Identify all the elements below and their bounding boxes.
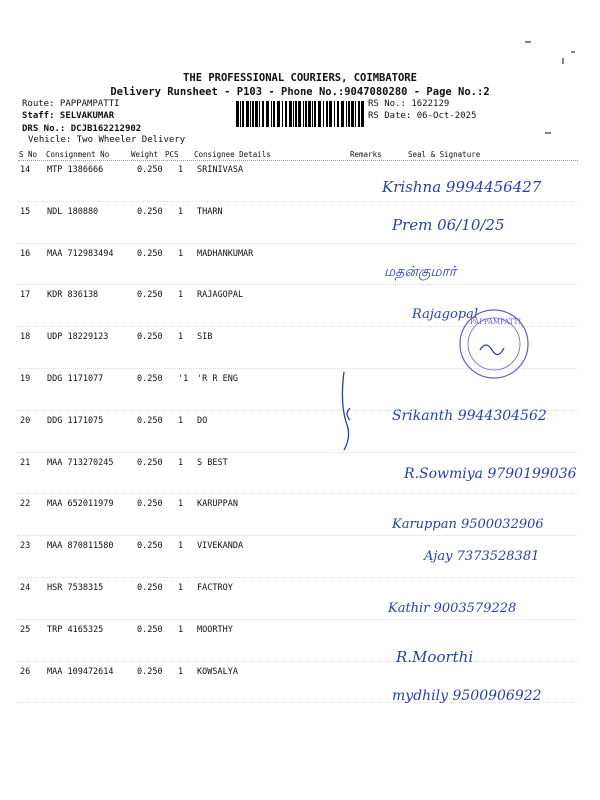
company-title: THE PROFESSIONAL COURIERS, COIMBATORE bbox=[183, 72, 417, 84]
cell-pcs: 1 bbox=[178, 415, 184, 426]
cell-sno: 21 bbox=[20, 457, 31, 468]
cell-pcs: 1 bbox=[178, 290, 184, 301]
cell-consignee: MADHANKUMAR bbox=[197, 248, 254, 259]
cell-pcs: 1 bbox=[178, 332, 184, 343]
signature-16: மதன்குமார் bbox=[384, 264, 457, 280]
vehicle-label: Vehicle: Two Wheeler Delivery bbox=[28, 135, 186, 145]
signature-24: Kathir 9003579228 bbox=[388, 601, 517, 616]
cell-consignment: DDG 1171075 bbox=[47, 415, 104, 426]
cell-consignment: HSR 7538315 bbox=[47, 583, 104, 593]
cell-consignment: NDL 180880 bbox=[47, 206, 99, 217]
rs-date: RS Date: 06-Oct-2025 bbox=[368, 111, 477, 121]
signature-26: mydhily 9500906922 bbox=[392, 688, 542, 704]
cell-sno: 23 bbox=[20, 541, 31, 552]
cell-consignee: SIB bbox=[197, 332, 213, 343]
staff-label: Staff: SELVAKUMAR bbox=[22, 111, 115, 121]
cell-consignment: TRP 4165325 bbox=[47, 624, 104, 635]
cell-consignment: DDG 1171077 bbox=[47, 374, 104, 384]
cell-pcs: 1 bbox=[178, 583, 184, 593]
cell-consignment: UDP 18229123 bbox=[47, 332, 109, 343]
cell-sno: 18 bbox=[20, 332, 31, 343]
cell-pcs: 1 bbox=[178, 165, 184, 175]
cell-consignee: THARN bbox=[197, 206, 223, 217]
cell-weight: 0.250 bbox=[137, 290, 163, 301]
col-pcs: PCS bbox=[165, 150, 179, 159]
cell-weight: 0.250 bbox=[137, 415, 163, 426]
cell-sno: 17 bbox=[20, 290, 31, 301]
signature-20: Srikanth 9944304562 bbox=[392, 408, 547, 424]
cell-pcs: 1 bbox=[178, 541, 184, 552]
cell-weight: 0.250 bbox=[137, 206, 163, 217]
cell-consignment: MAA 870811580 bbox=[47, 541, 114, 552]
col-consignment: Consignment No bbox=[46, 150, 110, 159]
cell-sno: 16 bbox=[20, 248, 31, 259]
cell-consignee: KOWSALYA bbox=[197, 666, 238, 677]
runsheet-subtitle: Delivery Runsheet - P103 - Phone No.:9047080280 - Page No.:2 bbox=[110, 86, 490, 98]
col-consignee: Consignee Details bbox=[194, 150, 271, 159]
cell-sno: 20 bbox=[20, 415, 31, 426]
stamp-text: PAPPAMPATTI bbox=[470, 318, 522, 326]
cell-weight: 0.250 bbox=[137, 666, 163, 677]
cell-consignment: MAA 109472614 bbox=[47, 666, 114, 677]
cell-consignee: KARUPPAN bbox=[197, 499, 238, 510]
cell-consignee: 'R R ENG bbox=[197, 374, 238, 384]
cell-consignee: SRINIVASA bbox=[197, 165, 244, 175]
cell-sno: 19 bbox=[20, 374, 31, 384]
col-weight: Weight bbox=[131, 150, 159, 159]
drs-label: DRS No.: DCJB162212902 bbox=[22, 124, 142, 134]
col-seal-signature: Seal & Signature bbox=[408, 150, 481, 159]
rs-number: RS No.: 1622129 bbox=[368, 99, 450, 109]
route-label: Route: PAPPAMPATTI bbox=[22, 99, 120, 109]
cell-sno: 22 bbox=[20, 499, 31, 510]
signature-14: Krishna 9994456427 bbox=[382, 178, 542, 196]
cell-consignee: MOORTHY bbox=[197, 624, 233, 635]
cell-weight: 0.250 bbox=[137, 332, 163, 343]
cell-weight: 0.250 bbox=[137, 248, 163, 259]
cell-consignee: DO bbox=[197, 415, 208, 426]
cell-weight: 0.250 bbox=[137, 374, 163, 384]
cell-pcs: 1 bbox=[178, 206, 184, 217]
signature-15: Prem 06/10/25 bbox=[392, 216, 505, 234]
cell-consignee: S BEST bbox=[197, 457, 228, 468]
cell-weight: 0.250 bbox=[137, 624, 163, 635]
signature-22: Karuppan 9500032906 bbox=[392, 517, 544, 532]
cell-consignment: MAA 712983494 bbox=[47, 248, 114, 259]
cell-pcs: 1 bbox=[178, 666, 184, 677]
cell-weight: 0.250 bbox=[137, 541, 163, 552]
cell-pcs: 1 bbox=[178, 624, 184, 635]
cell-consignment: MAA 713270245 bbox=[47, 457, 114, 468]
signature-23: Ajay 7373528381 bbox=[424, 549, 540, 564]
cell-consignee: VIVEKANDA bbox=[197, 541, 244, 552]
signature-17: Rajagopal bbox=[412, 307, 478, 322]
cell-pcs: 1 bbox=[178, 248, 184, 259]
cell-consignee: FACTROY bbox=[197, 583, 233, 593]
cell-consignment: MAA 652011979 bbox=[47, 499, 114, 510]
col-sno: S No bbox=[19, 150, 38, 159]
cell-weight: 0.250 bbox=[137, 457, 163, 468]
cell-pcs: '1 bbox=[178, 374, 189, 384]
cell-sno: 24 bbox=[20, 583, 31, 593]
cell-weight: 0.250 bbox=[137, 583, 163, 593]
cell-consignment: MTP 1386666 bbox=[47, 165, 104, 175]
cell-consignee: RAJAGOPAL bbox=[197, 290, 244, 301]
cell-sno: 14 bbox=[20, 165, 31, 175]
signature-21: R.Sowmiya 9790199036 bbox=[404, 466, 577, 482]
cell-pcs: 1 bbox=[178, 499, 184, 510]
cell-weight: 0.250 bbox=[137, 165, 163, 175]
cell-pcs: 1 bbox=[178, 457, 184, 468]
col-remarks: Remarks bbox=[350, 150, 382, 159]
cell-sno: 25 bbox=[20, 624, 31, 635]
cell-consignment: KDR 836138 bbox=[47, 290, 99, 301]
signature-25: R.Moorthi bbox=[396, 648, 474, 666]
cell-weight: 0.250 bbox=[137, 499, 163, 510]
cell-sno: 26 bbox=[20, 666, 31, 677]
cell-sno: 15 bbox=[20, 206, 31, 217]
